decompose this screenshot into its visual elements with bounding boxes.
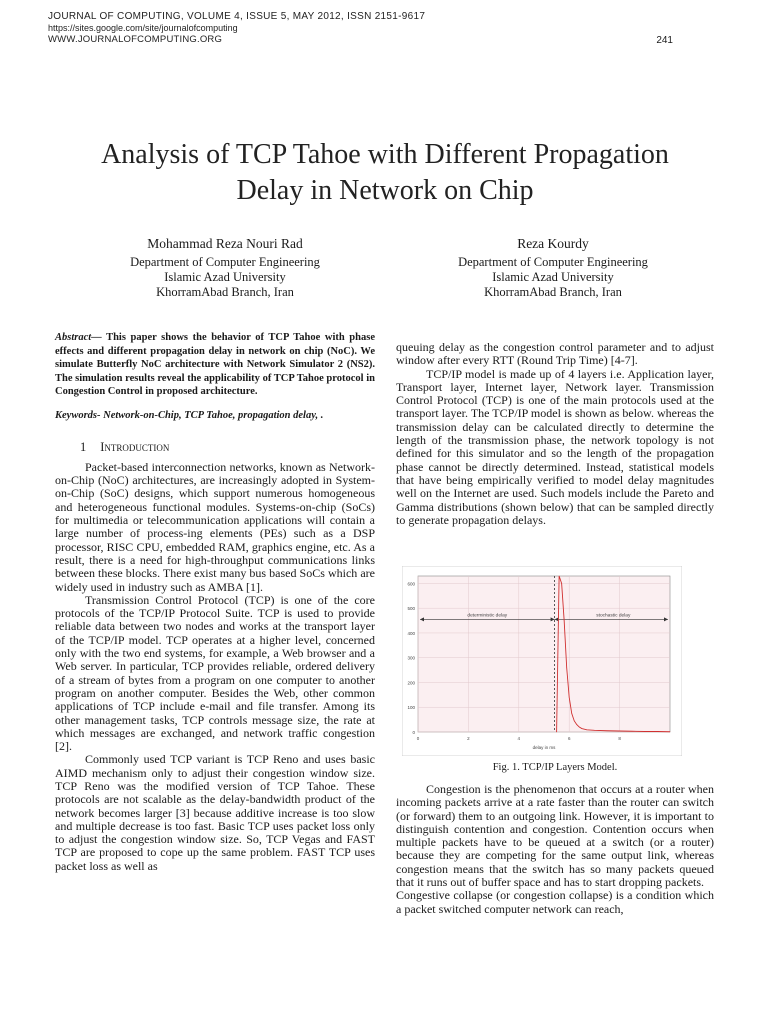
data-point bbox=[579, 727, 580, 728]
figure-caption: Fig. 1. TCP/IP Layers Model. bbox=[492, 762, 618, 773]
data-point bbox=[607, 730, 608, 731]
data-point bbox=[657, 731, 658, 732]
x-axis-label: delay in ms bbox=[532, 745, 556, 750]
author-univ: Islamic Azad University bbox=[164, 270, 286, 284]
left-column bbox=[55, 331, 375, 873]
data-point bbox=[566, 667, 567, 668]
journal-site[interactable]: WWW.JOURNALOFCOMPUTING.ORG bbox=[48, 34, 223, 45]
paper-title bbox=[40, 137, 730, 209]
right-paragraph-4: Congestive collapse (or congestion collapse) is a condition which a packet switched computer network can reach, bbox=[396, 888, 714, 916]
author-dept: Department of Computer Engineering bbox=[458, 255, 648, 269]
journal-url[interactable]: https://sites.google.com/site/journalofcomputing bbox=[48, 23, 238, 33]
y-tick-label: 100 bbox=[407, 705, 415, 711]
author-name: Reza Kourdy bbox=[517, 236, 589, 251]
author-branch: KhorramAbad Branch, Iran bbox=[484, 285, 622, 299]
title-line-1: Analysis of TCP Tahoe with Different Propagation bbox=[101, 139, 669, 170]
right-paragraph-3: Congestion is the phenomenon that occurs at a router when incoming packets arrive at a rate faster than the router can switch (or forward) them to an outgoing link. However, it is important to distinguish contention and congestion. Contention occurs when multiple packets have to be queued at a switch (or a router) because they are competing for the same output link, whereas congestion means that the switch has so many packets queued that it runs out of buffer space and has to start dropping packets. bbox=[396, 782, 714, 890]
author-dept: Department of Computer Engineering bbox=[130, 255, 320, 269]
title-line-2: Delay in Network on Chip bbox=[236, 175, 534, 206]
region-label-deterministic: deterministic delay bbox=[467, 613, 508, 619]
section-title: Introduction bbox=[100, 439, 170, 454]
data-point bbox=[559, 576, 560, 577]
figure-1 bbox=[402, 566, 682, 756]
y-tick-label: 500 bbox=[407, 606, 415, 612]
page-number: 241 bbox=[656, 35, 673, 46]
data-point bbox=[556, 732, 557, 733]
data-point bbox=[645, 731, 646, 732]
data-point bbox=[594, 730, 595, 731]
data-point bbox=[632, 731, 633, 732]
author-branch: KhorramAbad Branch, Iran bbox=[156, 285, 294, 299]
section-heading bbox=[80, 441, 375, 454]
author-block-2 bbox=[398, 236, 708, 300]
right-column-bottom bbox=[396, 783, 714, 916]
intro-paragraph-2: Transmission Control Protocol (TCP) is one of the core protocols of the TCP/IP Protocol Suite. TCP is used to provide reliable data between two nodes and works at the transport layer of the TCP/IP model. TCP operates at a higher level, concerned only with the two end systems, for example, a Web browser and a Web server. In particular, TCP provides reliable, ordered delivery of a stream of bytes from a program on one computer to another program on another computer. Besides the Web, other common applications of TCP include e-mail and file transfer. Among its other management tasks, TCP controls message size, the rate at which messages are exchanged, and network traffic congestion [2]. bbox=[55, 592, 375, 754]
journal-info: JOURNAL OF COMPUTING, VOLUME 4, ISSUE 5, MAY 2012, ISSN 2151-9617 bbox=[48, 11, 426, 22]
y-tick-label: 400 bbox=[407, 630, 415, 636]
data-point bbox=[576, 724, 577, 725]
author-name: Mohammad Reza Nouri Rad bbox=[147, 236, 303, 251]
right-column-top bbox=[396, 341, 714, 527]
intro-paragraph-1: Packet-based interconnection networks, known as Network-on-Chip (NoC) architectures, are increasingly adopted in System-on-Chip (SoC) designs, which support numerous homogeneous and heterogeneous functional modules. Systems-on-chip (SoCs) for multimedia or telecommunication applications will contain a large number of process-ing elements (PEs) such as a DSP processor, RISC CPU, embedded RAM, graphics engine, etc. As a result, there is a need for high-throughput communications links between these blocks. There exist many bus based SoCs which are widely used in industry such as AMBA [1]. bbox=[55, 459, 375, 594]
data-point bbox=[587, 729, 588, 730]
abstract-dash: — bbox=[91, 332, 107, 343]
x-tick-label: 2 bbox=[467, 736, 470, 741]
data-point bbox=[582, 728, 583, 729]
author-block-1 bbox=[75, 236, 375, 300]
section-number: 1 bbox=[80, 439, 87, 454]
right-paragraph-2: TCP/IP model is made up of 4 layers i.e. Application layer, Transport layer, Internet layer, Network layer. Transmission Control Protocol (TCP) is one of the main protocols used at the transport layer. The TCP/IP model is shown as below. whereas the transmission delay can be calculated directly to determine the length of the transmission phase, the network topology is not defined for this simulator and so the length of the propagation phase cannot be directly determined. Instead, statistical models that have being empirically verified to model delay magnitudes well on the Internet are used. Such models include the Pareto and Gamma distributions (shown below) that can be sampled directly to generate propagation delays. bbox=[396, 366, 714, 527]
author-univ: Islamic Azad University bbox=[492, 270, 614, 284]
y-tick-label: 600 bbox=[407, 581, 415, 587]
y-tick-label: 0 bbox=[412, 730, 415, 735]
y-tick-label: 200 bbox=[407, 680, 415, 686]
x-tick-label: 6 bbox=[567, 736, 571, 741]
data-point bbox=[574, 721, 575, 722]
y-tick-label: 300 bbox=[407, 655, 415, 661]
x-tick-label: 0 bbox=[416, 736, 420, 741]
plot-area bbox=[418, 576, 670, 732]
region-label-stochastic: stochastic delay bbox=[596, 613, 631, 619]
chart-gridlines bbox=[418, 576, 670, 732]
abstract bbox=[55, 331, 375, 399]
data-point bbox=[571, 713, 572, 714]
right-paragraph-1: queuing delay as the congestion control parameter and to adjust window after every RTT (Round Trip Time) [4-7]. bbox=[396, 340, 714, 368]
data-point bbox=[569, 697, 570, 698]
x-tick-label: 4 bbox=[517, 736, 521, 741]
abstract-label: Abstract bbox=[55, 332, 92, 343]
intro-paragraph-3: Commonly used TCP variant is TCP Reno and uses basic AIMD mechanism only to adjust their congestion window size. TCP Reno was the modified version of TCP Tahoe. These protocols are not scalable as the delay-bandwidth product of the network becomes larger [3] because additive increase is too slow and multiple decrease is too fast. Basic TCP uses packet loss only to adjust the congestion window size. So, TCP Vegas and FAST TCP are proposed to cope up the same problem. FAST TCP uses packet loss as well as bbox=[55, 752, 375, 873]
keywords: Keywords- Network-on-Chip, TCP Tahoe, propagation delay, . bbox=[55, 409, 324, 421]
data-point bbox=[564, 620, 565, 621]
running-header bbox=[48, 11, 425, 46]
abstract-text: This paper shows the behavior of TCP Tahoe with phase effects and different propagation delay in network on chip (NoC). We simulate Butterfly NoC architecture with Network Simulator 2 (NS2). The simulation results reveal the applicability of TCP Tahoe protocol in Congestion Control in proposed architecture. bbox=[55, 332, 375, 398]
x-tick-label: 8 bbox=[618, 736, 621, 741]
data-point bbox=[670, 731, 671, 732]
data-point bbox=[561, 583, 562, 584]
data-point bbox=[619, 731, 620, 732]
delay-distribution-chart bbox=[402, 566, 682, 756]
